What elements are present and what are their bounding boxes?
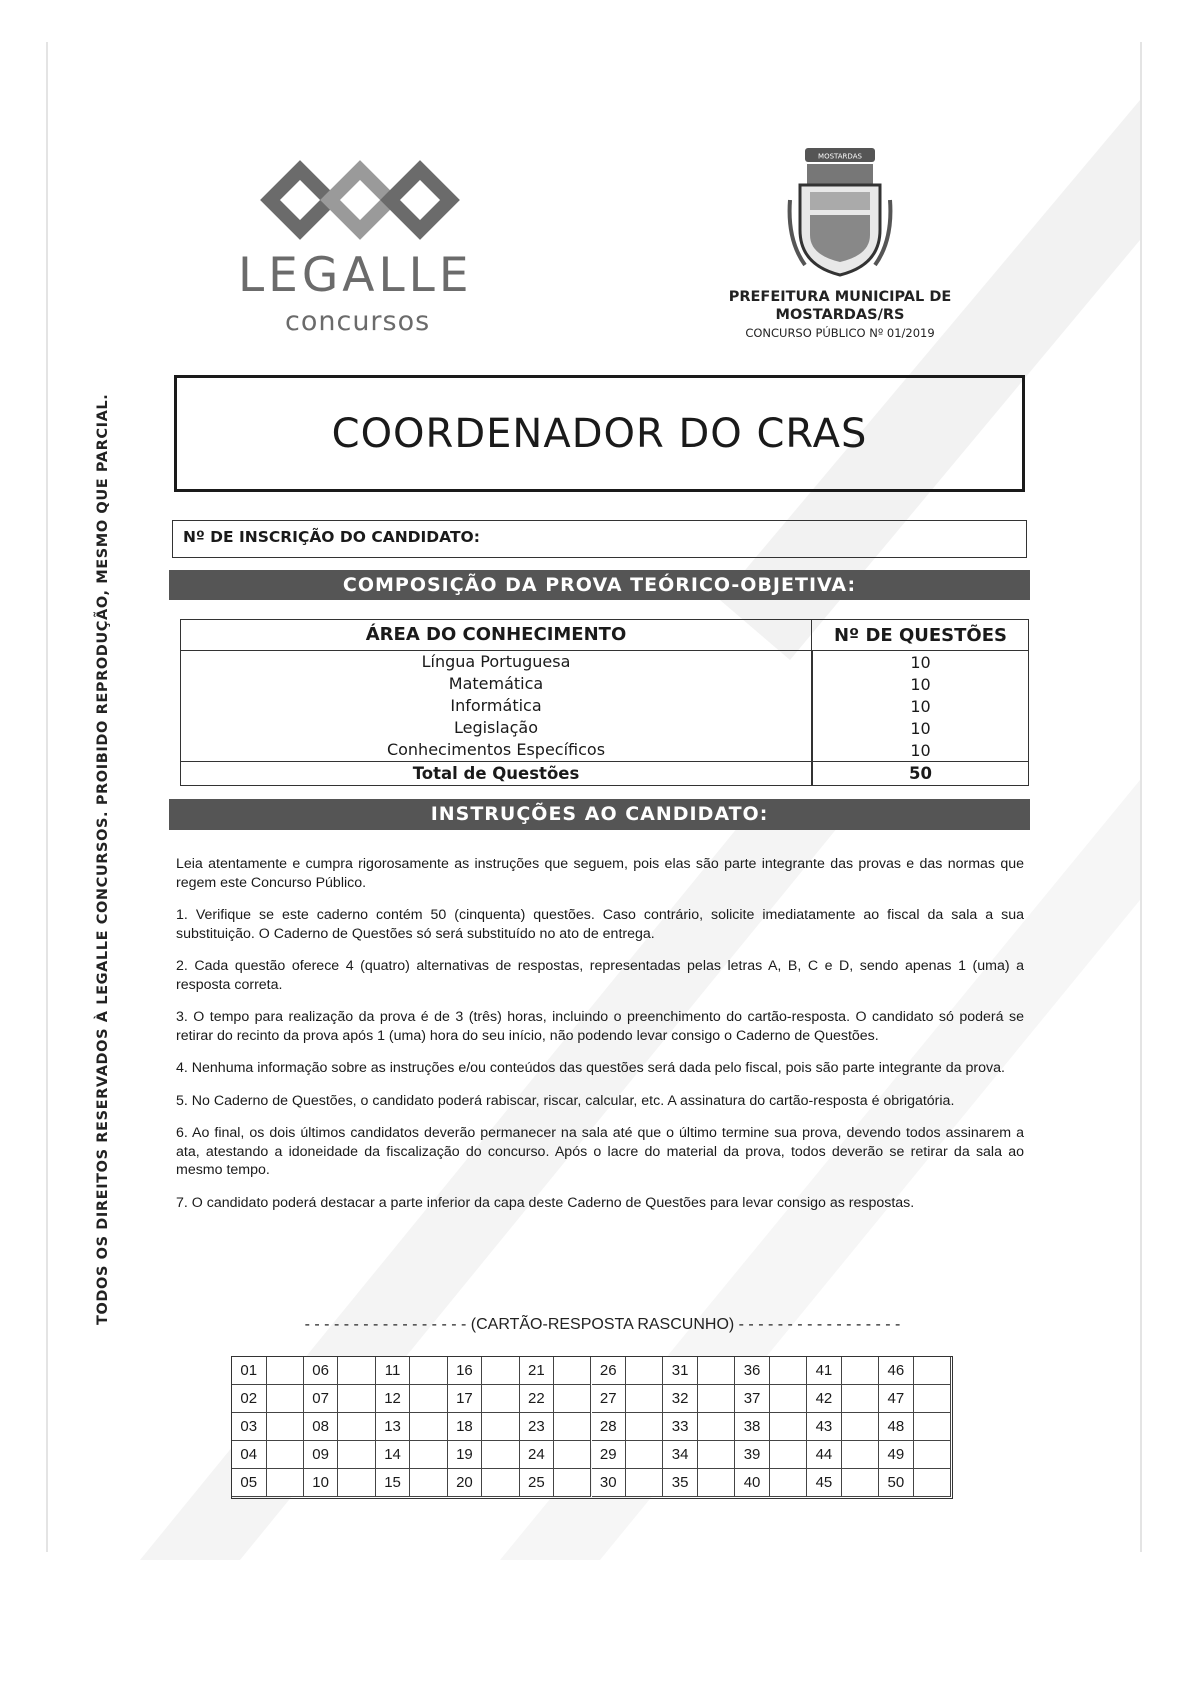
instruction-paragraph: 4. Nenhuma informação sobre as instruções e/ou conteúdos das questões será dada pelo fiscal, pois são parte integrante da prova. [176,1060,1005,1076]
composicao-band: COMPOSIÇÃO DA PROVA TEÓRICO-OBJETIVA: [169,570,1030,600]
answer-number: 23 [520,1413,555,1441]
header-num: Nº DE QUESTÕES [811,620,1029,650]
answer-box[interactable] [554,1413,591,1441]
answer-number: 32 [663,1385,698,1413]
table-row [181,651,1028,673]
answer-number: 34 [663,1441,698,1469]
cargo-title-box [174,375,1025,492]
answer-box[interactable] [554,1385,591,1413]
answer-box[interactable] [267,1413,304,1441]
answer-box[interactable] [770,1385,807,1413]
composicao-table-header [181,620,1028,651]
answer-number: 46 [879,1357,914,1385]
answer-number: 45 [807,1469,842,1497]
answer-number: 29 [592,1441,627,1469]
concurso-number: CONCURSO PÚBLICO Nº 01/2019 [745,326,935,340]
table-row [181,739,1028,761]
crest-label: MOSTARDAS [818,152,862,161]
answer-number: 38 [735,1413,770,1441]
answer-box[interactable] [914,1357,951,1385]
instruction-paragraph: 1. Verifique se este caderno contém 50 (cinquenta) questões. Caso contrário, solicite imediatamente ao fiscal da sala a sua substituição. O Caderno de Questões só será substituído no ato de entrega. [176,907,1024,942]
table-row [181,673,1028,695]
instruction-paragraph: 2. Cada questão oferece 4 (quatro) alternativas de respostas, representadas pelas letras A, B, C e D, sendo apenas 1 (uma) a resposta correta. [176,958,1024,993]
answer-box[interactable] [482,1413,519,1441]
logo-name: LEGALLE [238,248,473,303]
total-label: Total de Questões [412,764,580,783]
copyright-side-note: TODOS OS DIREITOS RESERVADOS À LEGALLE CONCURSOS. PROIBIDO REPRODUÇÃO, MESMO QUE PARCIAL. [95,393,111,1325]
answer-number: 27 [592,1385,627,1413]
answer-box[interactable] [914,1441,951,1469]
instruction-paragraph: 5. No Caderno de Questões, o candidato poderá rabiscar, riscar, calcular, etc. A assinatura do cartão-resposta é obrigatória. [176,1092,955,1109]
instruction-paragraph: 6. Ao final, os dois últimos candidatos deverão permanecer na sala até que o último termine sua prova, devendo todos assinarem a ata, atestando a idoneidade da fiscalização do concurso. Após o lacre do material da prova, todos deverão se retirar da sala ao mesmo tempo. [176,1125,1024,1178]
answer-number: 37 [735,1385,770,1413]
answer-number: 17 [448,1385,483,1413]
answer-box[interactable] [626,1469,663,1497]
answer-box[interactable] [698,1469,735,1497]
answer-number: 31 [663,1357,698,1385]
answer-number: 08 [304,1413,339,1441]
row-area: Informática [450,696,542,715]
answer-number: 18 [448,1413,483,1441]
prefeitura-title [700,288,980,324]
answer-box[interactable] [267,1469,304,1497]
answer-number: 21 [520,1357,555,1385]
row-area: Legislação [453,718,539,737]
answer-box[interactable] [626,1385,663,1413]
instruction-paragraph: 7. O candidato poderá destacar a parte inferior da capa deste Caderno de Questões para levar consigo as respostas. [176,1194,915,1211]
answer-box[interactable] [770,1413,807,1441]
answer-number: 39 [735,1441,770,1469]
answer-box[interactable] [267,1357,304,1385]
answer-number: 12 [376,1385,411,1413]
answer-box[interactable] [482,1385,519,1413]
answer-number: 10 [304,1469,339,1497]
answer-number: 25 [520,1469,555,1497]
answer-box[interactable] [842,1469,879,1497]
answer-box[interactable] [338,1413,375,1441]
row-num: 10 [910,719,931,738]
answer-box[interactable] [698,1441,735,1469]
answer-box[interactable] [482,1441,519,1469]
answer-box[interactable] [267,1441,304,1469]
cargo-title: COORDENADOR DO CRAS [331,410,868,457]
answer-box[interactable] [338,1385,375,1413]
header-area: ÁREA DO CONHECIMENTO [365,624,627,645]
answer-box[interactable] [410,1385,447,1413]
answer-number: 41 [807,1357,842,1385]
answer-number: 04 [232,1441,267,1469]
answer-box[interactable] [914,1469,951,1497]
answer-number: 35 [663,1469,698,1497]
answer-number: 36 [735,1357,770,1385]
answer-box[interactable] [842,1357,879,1385]
row-num: 10 [910,653,931,672]
answer-number: 06 [304,1357,339,1385]
table-row [181,717,1028,739]
answer-box[interactable] [626,1357,663,1385]
answer-box[interactable] [698,1357,735,1385]
answer-number: 44 [807,1441,842,1469]
answer-box[interactable] [842,1413,879,1441]
answer-number: 11 [376,1357,411,1385]
answer-number: 02 [232,1385,267,1413]
answer-number: 01 [232,1357,267,1385]
answer-box[interactable] [626,1441,663,1469]
inscricao-field[interactable] [172,520,1027,558]
answer-box[interactable] [267,1385,304,1413]
answer-number: 26 [592,1357,627,1385]
answer-number: 09 [304,1441,339,1469]
row-area: Matemática [448,674,544,693]
answer-number: 43 [807,1413,842,1441]
row-area: Conhecimentos Específicos [386,740,606,759]
answer-box[interactable] [554,1357,591,1385]
answer-number: 28 [592,1413,627,1441]
rascunho-divider: - - - - - - - - - - - - - - - - - (CARTÃO-RESPOSTA RASCUNHO) - - - - - - - - - - - - - - - - - [304,1316,901,1333]
answer-number: 16 [448,1357,483,1385]
inscricao-label: Nº DE INSCRIÇÃO DO CANDIDATO: [183,528,480,546]
total-value: 50 [909,764,932,783]
answer-box[interactable] [914,1385,951,1413]
answer-box[interactable] [626,1413,663,1441]
answer-box[interactable] [338,1469,375,1497]
answer-box[interactable] [770,1469,807,1497]
instrucoes-band: INSTRUÇÕES AO CANDIDATO: [169,799,1030,830]
answer-box[interactable] [914,1413,951,1441]
answer-box[interactable] [410,1413,447,1441]
table-total-row [181,761,1028,786]
answer-box[interactable] [770,1357,807,1385]
prefeitura-title-line2: MOSTARDAS/RS [775,307,905,323]
answer-number: 40 [735,1469,770,1497]
answer-box[interactable] [338,1357,375,1385]
answer-number: 30 [592,1469,627,1497]
answer-number: 15 [376,1469,411,1497]
answer-box[interactable] [698,1413,735,1441]
answer-box[interactable] [482,1357,519,1385]
table-row [181,695,1028,717]
answer-box[interactable] [554,1469,591,1497]
answer-number: 50 [879,1469,914,1497]
composicao-table [180,619,1029,786]
answer-box[interactable] [842,1385,879,1413]
answer-box[interactable] [410,1357,447,1385]
answer-box[interactable] [482,1469,519,1497]
prefeitura-title-line1: PREFEITURA MUNICIPAL DE [728,289,952,305]
answer-number: 14 [376,1441,411,1469]
answer-box[interactable] [770,1441,807,1469]
answer-box[interactable] [698,1385,735,1413]
answer-box[interactable] [410,1441,447,1469]
answer-box[interactable] [338,1441,375,1469]
row-num: 10 [910,741,931,760]
answer-number: 42 [807,1385,842,1413]
instruction-paragraph: Leia atentamente e cumpra rigorosamente as instruções que seguem, pois elas são parte integrante das provas e das normas que regem este Concurso Público. [176,856,1024,891]
answer-box[interactable] [410,1469,447,1497]
row-area: Língua Portuguesa [421,652,571,671]
instruction-paragraph: 3. O tempo para realização da prova é de 3 (três) horas, incluindo o preenchimento do cartão-resposta. O candidato só poderá se retirar do recinto da prova após 1 (uma) hora do seu início, não podendo levar consigo o Caderno de Questões. [176,1009,1024,1044]
answer-number: 20 [448,1469,483,1497]
answer-box[interactable] [842,1441,879,1469]
logo-subtitle: concursos [285,306,431,337]
answer-number: 03 [232,1413,267,1441]
answer-number: 48 [879,1413,914,1441]
answer-number: 22 [520,1385,555,1413]
answer-number: 24 [520,1441,555,1469]
answer-number: 07 [304,1385,339,1413]
answer-number: 33 [663,1413,698,1441]
row-num: 10 [910,675,931,694]
instructions-text [176,855,1024,1226]
row-num: 10 [910,697,931,716]
mostardas-crest-icon [785,140,895,280]
answer-number: 13 [376,1413,411,1441]
answer-number: 47 [879,1385,914,1413]
answer-sheet-grid [231,1356,953,1499]
answer-number: 49 [879,1441,914,1469]
answer-number: 19 [448,1441,483,1469]
answer-number: 05 [232,1469,267,1497]
answer-box[interactable] [554,1441,591,1469]
